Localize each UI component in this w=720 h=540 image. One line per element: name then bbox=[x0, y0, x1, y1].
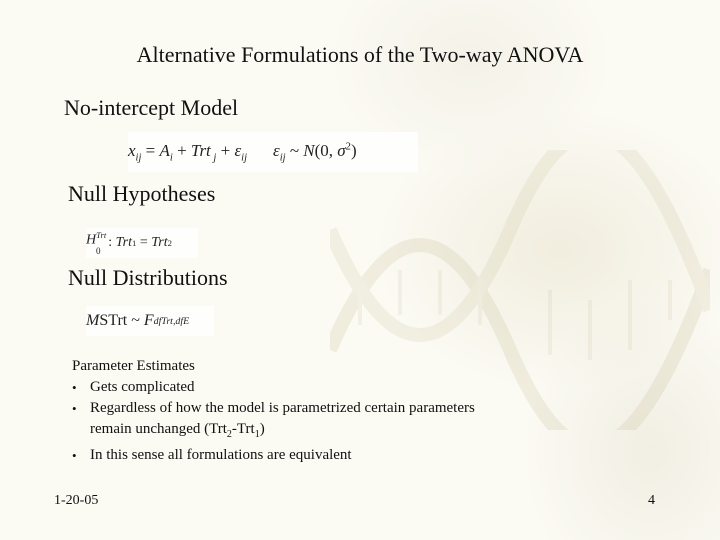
bullet-icon: • bbox=[72, 448, 77, 463]
estimates-heading: Parameter Estimates bbox=[72, 358, 195, 374]
model-equation-left: $x_{ij} = A_i$ + Trt $_j + \varepsilon_{ij}$ bbox=[128, 140, 247, 164]
bullet-icon: • bbox=[72, 380, 77, 395]
model-equation bbox=[128, 132, 418, 172]
footer-date: 1-20-05 bbox=[54, 493, 99, 508]
distribution-equation: M STrt ~ F dfTrt,dfE bbox=[86, 306, 214, 336]
bullet-item-parametrization: • Regardless of how the model is parametrized certain parameters bbox=[72, 398, 475, 419]
bullet-item-equivalent: • In this sense all formulations are equivalent bbox=[72, 445, 475, 466]
bullet-icon: • bbox=[72, 401, 77, 416]
model-heading: No-intercept Model bbox=[64, 95, 239, 120]
model-equation-right: $\varepsilon_{ij}$ ~ N(0, $\sigma^2$) bbox=[273, 140, 357, 164]
slide-title: Alternative Formulations of the Two-way ANOVA bbox=[136, 42, 584, 67]
bullet-item-parametrization-continued: remain unchanged (Trt$_2$-Trt$_1$) bbox=[90, 421, 265, 440]
slide-number: 4 bbox=[648, 493, 655, 508]
hypothesis-equation: $H^{Trt}$ 0 : Trt 1 = Trt 2 bbox=[86, 228, 198, 258]
distributions-heading: Null Distributions bbox=[68, 265, 228, 290]
bullet-item-complicated: • Gets complicated bbox=[72, 377, 475, 398]
hypotheses-heading: Null Hypotheses bbox=[68, 181, 216, 206]
hypothesis-symbol: $H^{Trt}$ 0 bbox=[86, 230, 107, 256]
parameter-estimates bbox=[72, 356, 475, 466]
